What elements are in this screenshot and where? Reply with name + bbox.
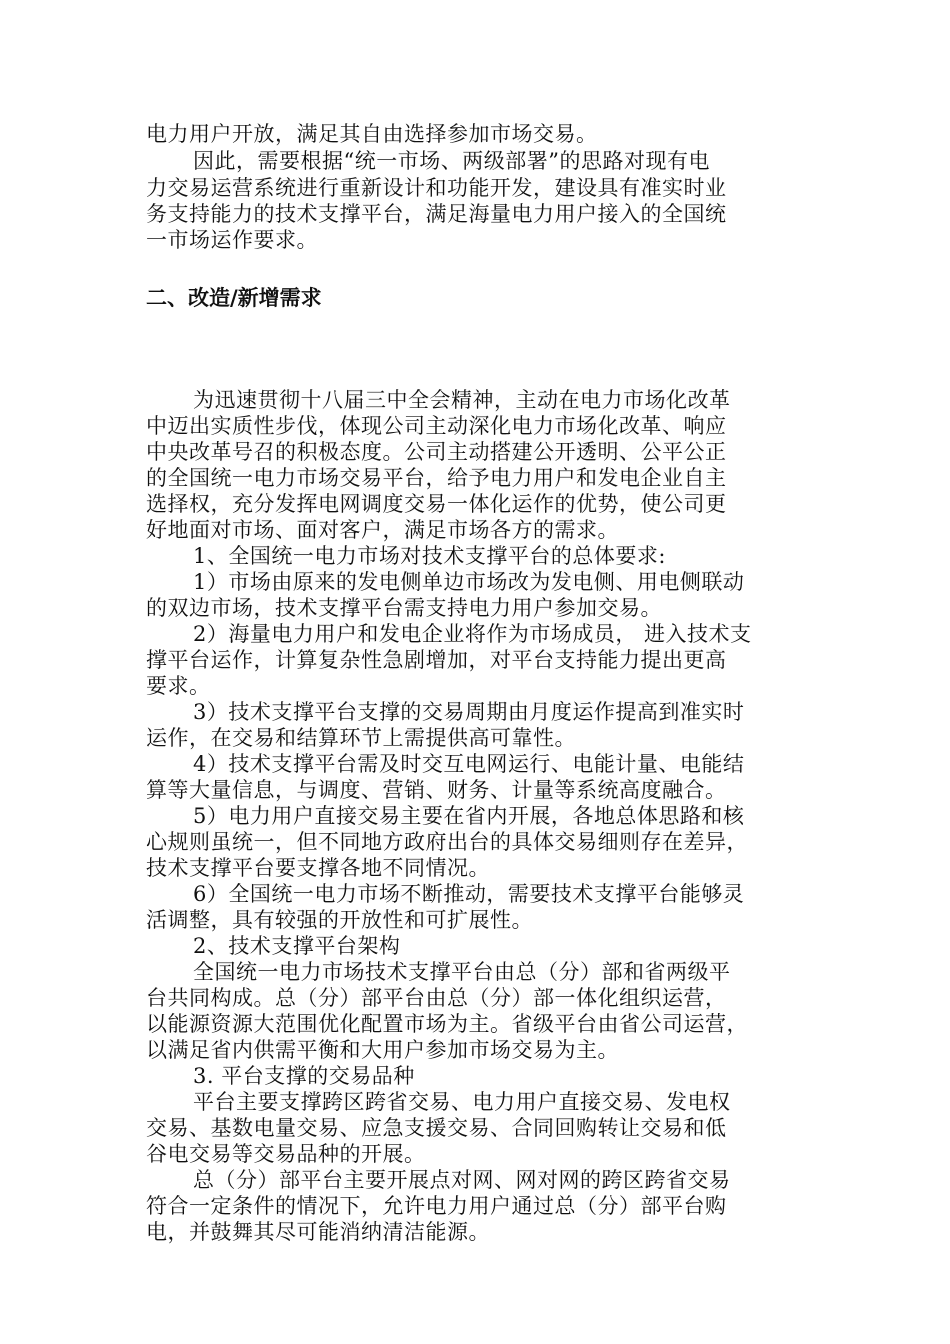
body-line-11: 撑平台运作，计算复杂性急剧增加，对平台支持能力提出更高 (146, 648, 727, 672)
body-line-30: 谷电交易等交易品种的开展。 (146, 1142, 426, 1166)
body-line-28: 平台主要支撑跨区跨省交易、电力用户直接交易、发电权 (193, 1090, 731, 1114)
body-line-23: 全国统一电力市场技术支撑平台由总（分）部和省两级平 (193, 960, 731, 984)
body-line-18: 心规则虽统一，但不同地方政府出台的具体交易细则存在差异， (146, 830, 748, 854)
body-line-27: 3. 平台支撑的交易品种 (193, 1064, 415, 1088)
body-line-17: 5）电力用户直接交易主要在省内开展，各地总体思路和核 (193, 804, 745, 828)
body-line-12: 要求。 (146, 674, 211, 698)
body-line-29: 交易、基数电量交易、应急支援交易、合同回购转让交易和低 (146, 1116, 727, 1140)
body-line-5: 选择权，充分发挥电网调度交易一体化运作的优势，使公司更 (146, 492, 727, 516)
intro-line-2: 因此，需要根据“统一市场、两级部署”的思路对现有电 (193, 149, 710, 173)
body-line-9: 的双边市场，技术支撑平台需支持电力用户参加交易。 (146, 596, 662, 620)
body-line-32: 符合一定条件的情况下，允许电力用户通过总（分）部平台购 (146, 1194, 727, 1218)
body-line-4: 的全国统一电力市场交易平台，给予电力用户和发电企业自主 (146, 466, 727, 490)
body-line-3: 中央改革号召的积极态度。公司主动搭建公开透明、公平公正 (146, 440, 727, 464)
intro-line-1: 电力用户开放，满足其自由选择参加市场交易。 (146, 122, 598, 146)
body-line-19: 技术支撑平台要支撑各地不同情况。 (146, 856, 490, 880)
body-line-14: 运作，在交易和结算环节上需提供高可靠性。 (146, 726, 576, 750)
body-line-16: 算等大量信息，与调度、营销、财务、计量等系统高度融合。 (146, 778, 727, 802)
intro-line-5: 一市场运作要求。 (146, 228, 318, 252)
body-line-22: 2、技术支撑平台架构 (193, 934, 401, 958)
body-line-21: 活调整，具有较强的开放性和可扩展性。 (146, 908, 533, 932)
intro-line-4: 务支持能力的技术支撑平台，满足海量电力用户接入的全国统 (146, 202, 727, 226)
body-line-26: 以满足省内供需平衡和大用户参加市场交易为主。 (146, 1038, 619, 1062)
body-line-8: 1）市场由原来的发电侧单边市场改为发电侧、用电侧联动 (193, 570, 745, 594)
section-heading: 二、改造/新增需求 (146, 286, 322, 310)
body-line-7: 1、全国统一电力市场对技术支撑平台的总体要求: (193, 544, 666, 568)
body-line-33: 电，并鼓舞其尽可能消纳清洁能源。 (146, 1220, 490, 1244)
body-line-13: 3）技术支撑平台支撑的交易周期由月度运作提高到准实时 (193, 700, 745, 724)
intro-line-3: 力交易运营系统进行重新设计和功能开发，建设具有准实时业 (146, 176, 727, 200)
body-line-20: 6）全国统一电力市场不断推动，需要技术支撑平台能够灵 (193, 882, 745, 906)
body-line-25: 以能源资源大范围优化配置市场为主。省级平台由省公司运营， (146, 1012, 748, 1036)
body-line-24: 台共同构成。总（分）部平台由总（分）部一体化组织运营， (146, 986, 727, 1010)
body-line-15: 4）技术支撑平台需及时交互电网运行、电能计量、电能结 (193, 752, 745, 776)
body-line-31: 总（分）部平台主要开展点对网、网对网的跨区跨省交易 (193, 1168, 731, 1192)
body-line-1: 为迅速贯彻十八届三中全会精神，主动在电力市场化改革 (193, 388, 731, 412)
body-line-6: 好地面对市场、面对客户，满足市场各方的需求。 (146, 518, 619, 542)
body-line-2: 中迈出实质性步伐，体现公司主动深化电力市场化改革、响应 (146, 414, 727, 438)
body-line-10: 2）海量电力用户和发电企业将作为市场成员， 进入技术支 (193, 622, 752, 646)
